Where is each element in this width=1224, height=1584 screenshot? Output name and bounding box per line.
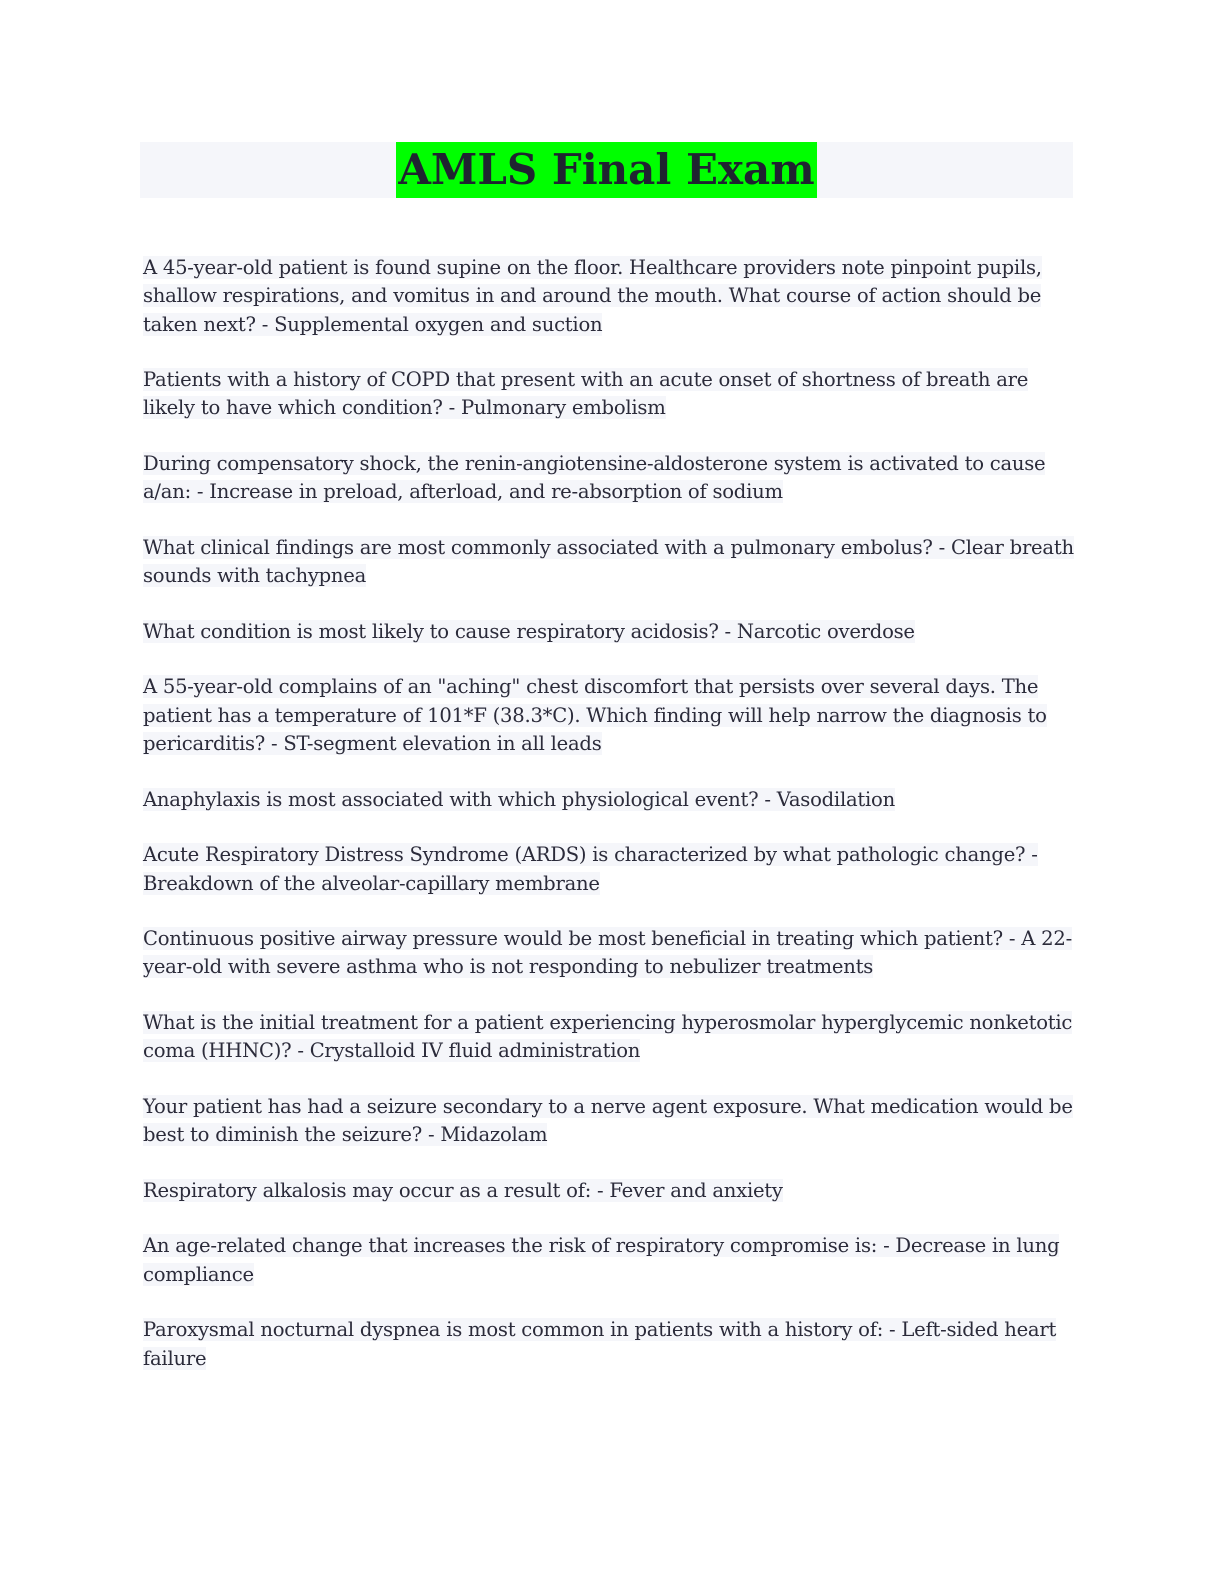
question-text: Patients with a history of COPD that present with an acute onset of shortness of breath are likely to have which condition? - Pulmonary embolism — [143, 368, 1029, 420]
question-list — [143, 254, 1078, 1400]
question-item — [143, 786, 1078, 814]
question-item — [143, 534, 1078, 591]
question-item — [143, 1316, 1078, 1373]
question-text: What clinical findings are most commonly associated with a pulmonary embolus? - Clear breath sounds with tachypnea — [143, 535, 1074, 588]
question-item — [143, 254, 1078, 339]
question-text: Continuous positive airway pressure would be most beneficial in treating which patient? - A 22-year-old with severe asthma who is not responding to nebulizer treatments — [143, 927, 1072, 979]
question-text: What condition is most likely to cause respiratory acidosis? - Narcotic overdose — [143, 619, 915, 643]
question-item — [143, 841, 1078, 898]
question-text: A 55-year-old complains of an "aching" chest discomfort that persists over several days. The patient has a temperature of 101*F (38.3*C). Which finding will help narrow the diagnosis to pericarditis? - ST-segment elevation in all leads — [143, 675, 1047, 756]
question-item — [143, 925, 1078, 982]
question-text: Respiratory alkalosis may occur as a result of: - Fever and anxiety — [143, 1178, 783, 1202]
question-text: Your patient has had a seizure secondary to a nerve agent exposure. What medication would be best to diminish the seizure? - Midazolam — [143, 1094, 1073, 1147]
document-title: AMLS Final Exam — [396, 142, 816, 198]
question-item — [143, 1177, 1078, 1205]
question-item — [143, 673, 1078, 758]
question-item — [143, 366, 1078, 423]
question-item — [143, 1009, 1078, 1066]
question-text: A 45-year-old patient is found supine on the floor. Healthcare providers note pinpoint pupils, shallow respirations, and vomitus in and around the mouth. What course of action should be taken next? - Supplemental oxygen and suction — [143, 256, 1042, 336]
question-text: Anaphylaxis is most associated with which physiological event? - Vasodilation — [143, 787, 895, 811]
question-text: What is the initial treatment for a patient experiencing hyperosmolar hyperglycemic nonketotic coma (HHNC)? - Crystalloid IV fluid administration — [143, 1011, 1073, 1063]
question-text: An age-related change that increases the risk of respiratory compromise is: - Decrease in lung compliance — [143, 1234, 1060, 1286]
question-item — [143, 618, 1078, 646]
question-item — [143, 450, 1078, 507]
question-item — [143, 1232, 1078, 1289]
question-text: Paroxysmal nocturnal dyspnea is most common in patients with a history of: - Left-sided heart failure — [143, 1318, 1057, 1370]
title-band — [140, 142, 1073, 198]
question-text: Acute Respiratory Distress Syndrome (ARDS) is characterized by what pathologic change? - Breakdown of the alveolar-capillary membrane — [143, 843, 1038, 895]
question-text: During compensatory shock, the renin-angiotensine-aldosterone system is activated to cause a/an: - Increase in preload, afterload, and re-absorption of sodium — [143, 452, 1046, 504]
question-item — [143, 1093, 1078, 1150]
